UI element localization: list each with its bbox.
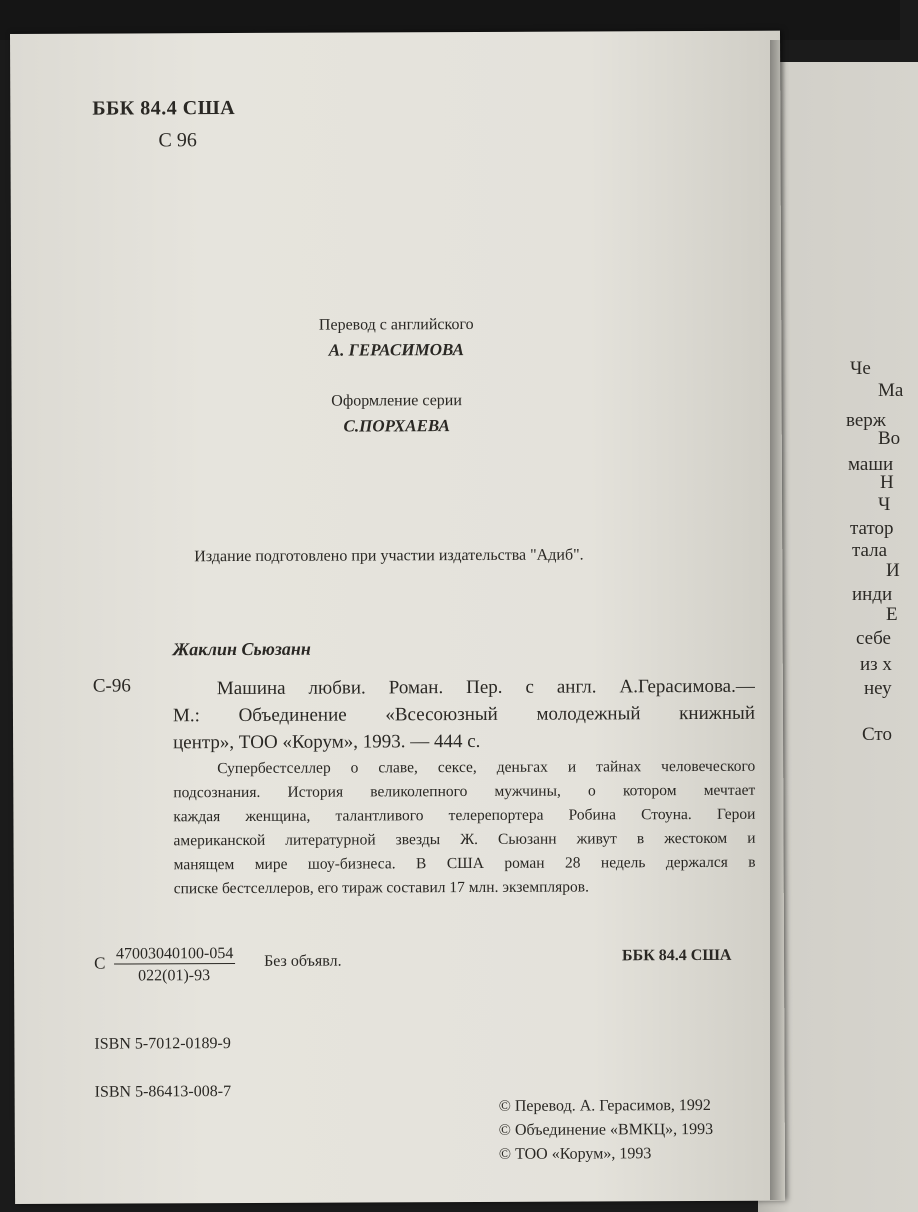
bibliographic-description	[173, 673, 755, 757]
translation-label: Перевод с английского	[318, 315, 474, 334]
bbk-footer: ББК 84.4 США	[621, 946, 732, 965]
annotation-line: манящем мире шоу-бизнеса. В США роман 28 недель держался в	[173, 853, 756, 874]
translator-name: А. ГЕРАСИМОВА	[328, 340, 465, 360]
annotation-line: списке бестселлеров, его тираж составил 17 млн. экземпляров.	[173, 878, 589, 898]
annotation-line: подсознания. История великолепного мужчины, о котором мечтает	[173, 781, 756, 802]
bibliography-line: Машина любви. Роман. Пер. с англ. А.Герасимова.—	[216, 675, 755, 700]
facing-fragment: из х	[860, 654, 892, 675]
facing-fragment: тала	[852, 540, 888, 561]
author-sign-code: С-96	[92, 675, 131, 697]
price-note: Без объявл.	[264, 952, 342, 970]
annotation	[173, 755, 756, 902]
facing-fragment: Ма	[878, 380, 904, 401]
facing-fragment: Во	[878, 428, 901, 449]
facing-fragment: Е	[886, 604, 898, 625]
annotation-line: каждая женщина, талантливого телерепортера Робина Стоуна. Герои	[173, 805, 756, 826]
title-verso-page	[10, 31, 785, 1204]
bibliography-line: М.: Объединение «Всесоюзный молодежный книжный	[172, 702, 756, 727]
facing-fragment: верж	[846, 410, 886, 431]
isbn-first: ISBN 5-7012-0189-9	[94, 1035, 231, 1053]
facing-fragment: инди	[852, 584, 893, 605]
facing-fragment: И	[886, 560, 900, 581]
annotation-line: американской литературной звезды Ж. Сьюзанн живут в жестоком и	[173, 829, 756, 850]
facing-fragment: Че	[850, 358, 871, 379]
isbn-second: ISBN 5-86413-008-7	[94, 1083, 232, 1101]
author-sign-header: С 96	[158, 129, 197, 152]
index-code-numerator: 47003040100-054	[114, 945, 235, 965]
facing-fragment: Сто	[862, 724, 892, 745]
bibliography-line: центр», ТОО «Корум», 1993. — 444 с.	[173, 730, 481, 754]
preparation-note: Издание подготовлено при участии издательства "Адиб".	[194, 546, 584, 566]
facing-fragment: татор	[850, 518, 894, 539]
bbk-header: ББК 84.4 США	[92, 97, 236, 120]
copyright-line: © ТОО «Корум», 1993	[498, 1145, 652, 1163]
facing-fragment: Ч	[878, 494, 891, 515]
facing-fragment: неу	[864, 678, 892, 699]
index-code-denominator: 022(01)-93	[138, 967, 211, 985]
index-code-letter: С	[94, 953, 106, 973]
annotation-line: Супербестселлер о славе, сексе, деньгах и тайнах человеческого	[217, 757, 756, 778]
series-design-label: Оформление серии	[331, 392, 462, 410]
facing-fragment: Н	[880, 472, 894, 493]
copyright-line: © Перевод. А. Герасимов, 1992	[498, 1096, 711, 1115]
series-designer-name: С.ПОРХАЕВА	[343, 416, 450, 436]
facing-fragment: себе	[856, 628, 891, 649]
facing-fragment: маши	[848, 454, 894, 475]
book-gutter-shadow	[770, 40, 786, 1200]
author-name: Жаклин Сьюзанн	[172, 638, 311, 660]
copyright-line: © Объединение «ВМКЦ», 1993	[498, 1120, 714, 1139]
